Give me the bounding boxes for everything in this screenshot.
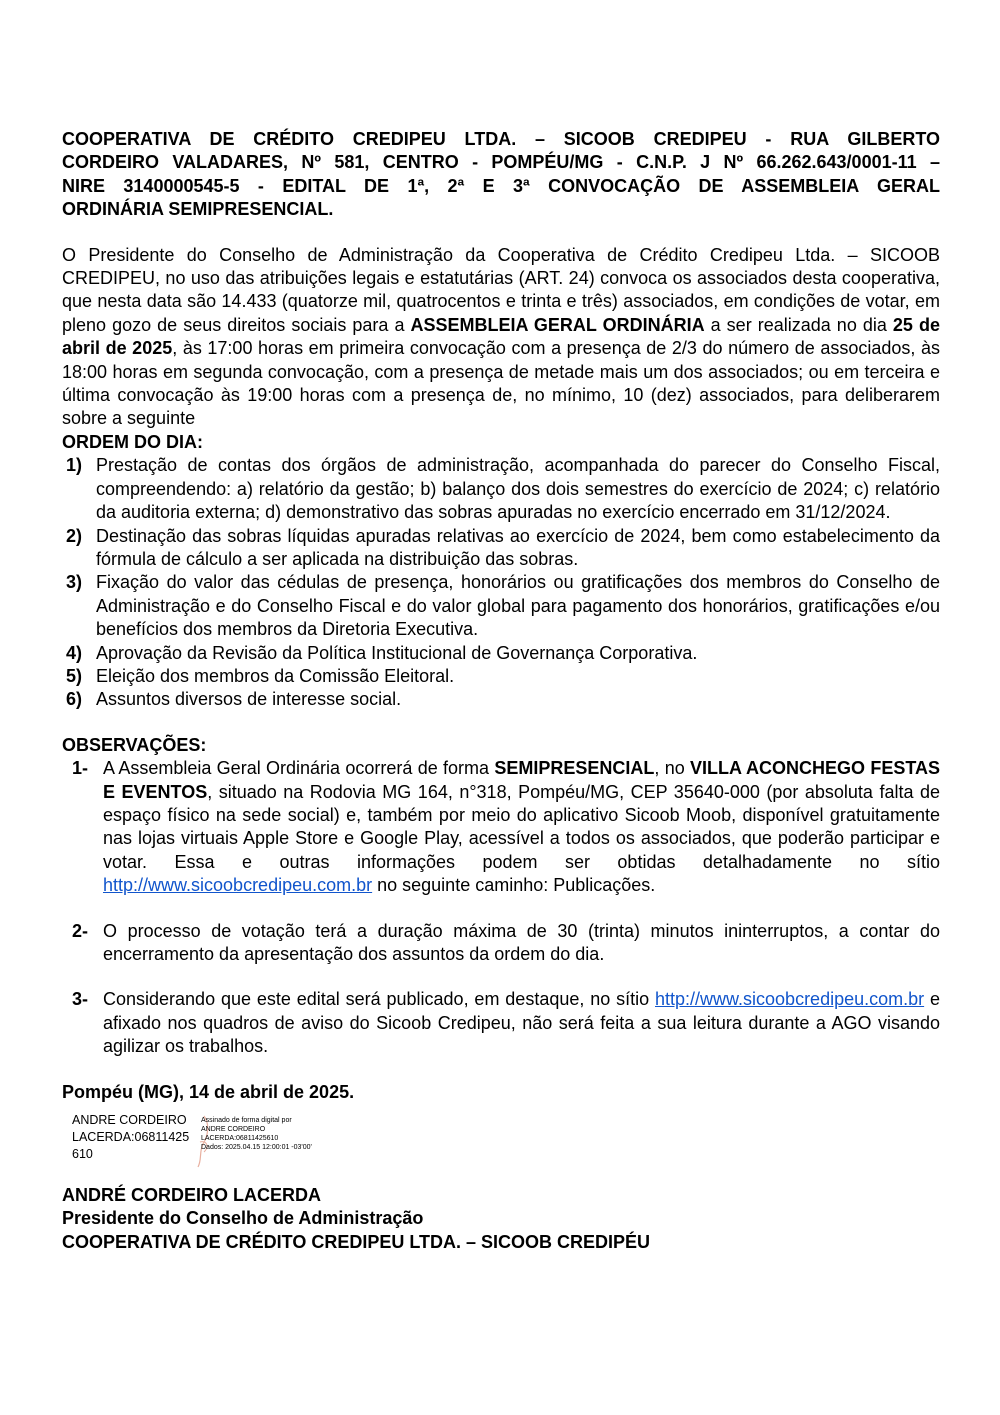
signature-name-line: ANDRE CORDEIRO	[72, 1113, 187, 1128]
observacao-bold-semipresencial: SEMIPRESENCIAL	[494, 758, 655, 779]
intro-text-1: O Presidente do Conselho de Administração da Cooperativa de Crédito Credipeu Ltda. – SICOOB CREDIPEU, no uso das atribuições legais e estatutárias (ART. 24) convoca os associados desta cooperativa, que nesta data são 14.433 (quatorze mil, quatrocentos e trinta e três) associados, em condições de votar, em pleno gozo de seus direitos sociais para a	[62, 244, 940, 335]
signature-detail-line: Assinado de forma digital por	[201, 1117, 292, 1125]
observacao-text: , no	[654, 758, 691, 779]
intro-text-2: a ser realizada no dia	[704, 314, 893, 335]
intro-bold-assembleia: ASSEMBLEIA GERAL ORDINÁRIA	[410, 314, 705, 335]
observacao-item	[62, 920, 940, 967]
intro-bold-date: 25 de abril de 2025	[62, 314, 940, 359]
agenda-item-text: Fixação do valor das cédulas de presença, honorários ou gratificações dos membros do Conselho de Administração e do Conselho Fiscal e do valor global para pagamento dos honorários, gratificações e/ou benefícios dos membros da Diretoria Executiva.	[96, 572, 940, 640]
sicoob-site-link[interactable]: http://www.sicoobcredipeu.com.br	[103, 875, 373, 896]
agenda-item	[62, 454, 940, 524]
observacao-text: e afixado nos quadros de aviso do Sicoob Credipeu, não será feita a sua leitura durante a AGO visando agilizar os trabalhos.	[103, 989, 941, 1057]
agenda-item	[62, 642, 940, 665]
signature-detail-line: Dados: 2025.04.15 12:00:01 -03'00'	[201, 1144, 312, 1152]
observacao-text: no seguinte caminho: Publicações.	[372, 875, 656, 896]
observacoes-title: OBSERVAÇÕES:	[62, 734, 207, 755]
agenda-item-text: Prestação de contas dos órgãos de administração, acompanhada do parecer do Conselho Fiscal, compreendendo: a) relatório da gestão; b) balanço dos dois semestres do exercício de 2024; c) relatório da auditoria externa; d) demonstrativo das sobras apuradas no exercício encerrado em 31/12/2024.	[96, 455, 940, 523]
agenda-list	[62, 454, 940, 711]
agenda-item-text: Aprovação da Revisão da Política Institucional de Governança Corporativa.	[96, 642, 698, 663]
observacao-bold-venue: VILLA ACONCHEGO FESTAS E EVENTOS	[103, 758, 941, 802]
header-line-1: COOPERATIVA DE CRÉDITO CREDIPEU LTDA. – SICOOB CREDIPEU - RUA GILBERTO	[62, 129, 940, 149]
intro-paragraph	[62, 244, 940, 455]
observacao-item	[62, 988, 940, 1058]
signer-block	[62, 1184, 940, 1254]
signer-name: ANDRÉ CORDEIRO LACERDA	[62, 1185, 322, 1206]
agenda-item-text: Destinação das sobras líquidas apuradas relativas ao exercício de 2024, bem como estabelecimento da fórmula de cálculo a ser aplicada na distribuição das sobras.	[96, 525, 940, 569]
observacao-text: , situado na Rodovia MG 164, n°318, Pompéu/MG, CEP 35640-000 (por absoluta falta de espaço físico na sede social) e, também por meio do aplicativo Sicoob Moob, disponível gratuitamente nas lojas virtuais Apple Store e Google Play, acessível a todos os associados, que poderão participar e votar. Essa e outras informações podem ser obtidas detalhadamente no sítio	[103, 781, 940, 872]
signature-name-block	[72, 1112, 189, 1163]
agenda-item	[62, 688, 940, 711]
observacao-text: O processo de votação terá a duração máxima de 30 (trinta) minutos ininterruptos, a contar do encerramento da apresentação dos assuntos da ordem do dia.	[103, 920, 940, 964]
digital-signature-stamp	[62, 1112, 940, 1170]
edital-header	[62, 128, 940, 222]
agenda-item-number: 6)	[66, 689, 83, 710]
agenda-item	[62, 571, 940, 641]
date-line: Pompéu (MG), 14 de abril de 2025.	[62, 1081, 355, 1102]
observacao-number: 2-	[72, 920, 89, 941]
signature-detail-line: ANDRE CORDEIRO	[201, 1126, 266, 1134]
agenda-item-text: Assuntos diversos de interesse social.	[96, 689, 402, 710]
agenda-item-text: Eleição dos membros da Comissão Eleitoral.	[96, 665, 455, 686]
observacao-number: 3-	[72, 989, 89, 1010]
intro-text-3: , às 17:00 horas em primeira convocação com a presença de 2/3 do número de associados, às 18:00 horas em segunda convocação, com a presença de metade mais um dos associados; ou em terceira e última convocação às 19:00 horas com a presença de, no mínimo, 10 (dez) associados, para deliberarem sobre a seguinte	[62, 338, 940, 429]
header-line-4: ORDINÁRIA SEMIPRESENCIAL.	[62, 199, 334, 220]
agenda-item-number: 3)	[66, 572, 83, 593]
agenda-item	[62, 665, 940, 688]
agenda-item	[62, 525, 940, 572]
observacoes-list	[62, 757, 940, 1058]
sicoob-site-link[interactable]: http://www.sicoobcredipeu.com.br	[655, 989, 925, 1010]
header-line-3: NIRE 3140000545-5 - EDITAL DE 1ª, 2ª E 3ª CONVOCAÇÃO DE ASSEMBLEIA GERAL	[62, 175, 940, 196]
header-line-2: CORDEIRO VALADARES, Nº 581, CENTRO - POMPÉU/MG - C.N.P. J Nº 66.262.643/0001-11 –	[62, 152, 940, 173]
agenda-item-number: 1)	[66, 455, 83, 476]
agenda-item-number: 5)	[66, 665, 83, 686]
agenda-item-number: 4)	[66, 642, 83, 663]
observacao-item	[62, 757, 940, 897]
observacao-text: A Assembleia Geral Ordinária ocorrerá de forma	[103, 758, 495, 779]
signer-role: Presidente do Conselho de Administração	[62, 1208, 424, 1229]
signature-detail-line: LACERDA:06811425610	[201, 1135, 279, 1143]
edital-page	[62, 128, 940, 1254]
agenda-item-number: 2)	[66, 525, 83, 546]
signer-organization: COOPERATIVA DE CRÉDITO CREDIPEU LTDA. – SICOOB CREDIPÉU	[62, 1231, 651, 1252]
observacao-text: Considerando que este edital será publicado, em destaque, no sítio	[103, 989, 655, 1010]
observacao-number: 1-	[72, 758, 89, 779]
signature-name-line: 610	[72, 1147, 93, 1162]
ordem-do-dia-title: ORDEM DO DIA:	[62, 431, 203, 452]
signature-details	[201, 1116, 312, 1152]
signature-name-line: LACERDA:06811425	[72, 1130, 190, 1145]
